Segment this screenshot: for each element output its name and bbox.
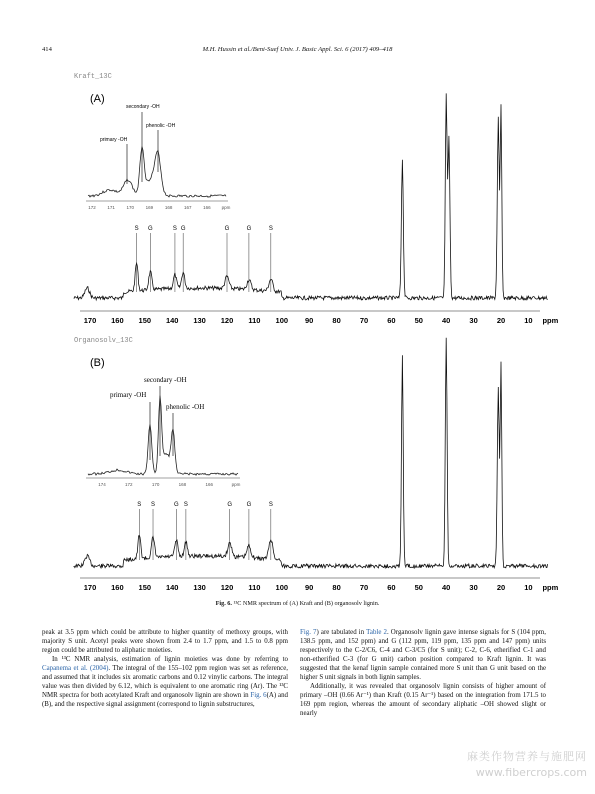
axis-tick-label: 160 [111,583,124,592]
panel-b-primary-oh-label: primary -OH [110,391,147,399]
left-paragraph-2 [42,655,288,709]
peak-label-g: G [246,226,252,232]
inset-tick-label: 167 [183,205,192,210]
peak-label-g: G [180,226,186,232]
inset-tick-label: 170 [126,205,135,210]
panel-a-primary-oh-label: primary -OH [100,137,128,143]
peak-label-s: S [268,226,273,232]
inset-tick-label: 169 [145,205,154,210]
axis-tick-label: 20 [496,583,506,592]
peak-label-s: S [134,226,139,232]
inset-tick-label: ppm [231,482,241,487]
peak-label-s: S [151,502,156,508]
right-p1-text-b: . Organosolv lignin gave intense signals for S (104 ppm, 138.5 ppm, and 152 ppm) and G (112 ppm, 119 ppm, 135 ppm and 147 ppm) units respectively to the C-2/C6, C-4 and C-3/C5 (for S unit); C-2, C-6, etherified C-1 and non-etherified C-3 (for G unit) carbon position compared to Kraft lignin. It was suggested that the kenaf lignin sample contained more S unit than G unit based on the higher S unit signals in both lignin samples. [300,629,546,682]
axis-tick-label: ppm [542,316,559,325]
left-p2-text-b: . The integral of the 155–102 ppm region was set as reference, and assumed that it includes six aromatic carbons and 0.12 vinylic carbons. The integral value was then divided by 6.12, which is equivalent to one aromatic ring (Ar). The ¹³C NMR spectra for both acetylated Kraft and organosolv lignin are shown in [42,665,288,700]
inset-tick-label: 172 [125,482,133,487]
peak-label-s: S [268,502,273,508]
peak-label-g: G [173,502,179,508]
panel-a-label: (A) [90,93,105,105]
axis-tick-label: 120 [220,316,234,325]
left-p2-text-c: (A) and (B), and the respective signal assignment (correspond to lignin substructures, [42,692,289,709]
inset-tick-label: 166 [203,205,211,210]
axis-tick-label: 160 [111,316,124,325]
inset-tick-label: 171 [107,205,115,210]
axis-tick-label: 90 [305,316,314,325]
axis-tick-label: 40 [442,316,451,325]
left-paragraph-1: peak at 3.5 ppm which could be attribute to higher quantity of methoxy groups, with majority S unit. Acetyl peaks were shown from 2.4 to 1.7 ppm, and 1.5 to 0.8 ppm region could be attributed to aliphatic moieties. [42,629,288,655]
panel-a-file-label: Kraft_13C [74,73,112,81]
watermark-url: www.fibercrops.com [475,766,587,779]
inset-tick-label: 166 [205,482,213,487]
axis-tick-label: 150 [138,316,152,325]
peak-label-g: G [147,226,153,232]
axis-tick-label: 50 [414,583,423,592]
axis-tick-label: 130 [193,316,206,325]
right-paragraph-1 [300,628,546,682]
peak-label-g: G [227,502,233,508]
panel-a-inset [86,104,231,210]
right-column [300,628,546,718]
axis-tick-label: 150 [138,583,152,592]
running-title: M.H. Hussin et al./Beni-Suef Univ. J. Basic Appl. Sci. 6 (2017) 409–418 [202,46,393,53]
axis-tick-label: 30 [469,316,478,325]
peak-label-s: S [137,502,142,508]
axis-tick-label: 10 [524,316,533,325]
page-number: 414 [42,46,52,53]
peak-label-s: S [183,502,188,508]
peak-label-g: G [224,226,230,232]
fig7-link[interactable]: Fig. 7 [300,629,317,636]
axis-tick-label: 140 [165,316,179,325]
panel-a-secondary-oh-label: secondary -OH [126,104,160,110]
axis-tick-label: 60 [387,316,396,325]
axis-tick-label: 140 [165,583,179,592]
peak-label-s: S [172,226,177,232]
left-p2-text-a: In ¹³C NMR analysis, estimation of lignin moieties was done by referring to [52,656,288,664]
axis-tick-label: 70 [359,583,369,592]
axis-tick-label: 90 [305,583,314,592]
nmr-figure [40,64,560,596]
axis-tick-label: 100 [275,583,289,592]
axis-tick-label: 80 [332,583,341,592]
figure-caption [0,600,595,607]
fig6-link[interactable]: Fig. 6 [250,692,267,700]
axis-tick-label: 40 [442,583,451,592]
caption-label: Fig. 6. [215,600,232,607]
axis-tick-label: ppm [542,583,559,592]
axis-tick-label: 30 [469,583,478,592]
caption-text: ¹³C NMR spectrum of (A) Kraft and (B) organosolv lignin. [231,600,380,607]
right-paragraph-2: Additionally, it was revealed that organosolv lignin consists of higher amount of primary –OH (0.66 Ar⁻¹) than Kraft (0.15 Ar⁻¹) based on the integration from 171.5 to 169 ppm region, whereas the amount of secondary aliphatic –OH showed slight or nearly [300,683,546,718]
axis-tick-label: 170 [83,583,97,592]
panel-b-inset [86,376,241,487]
inset-tick-label: ppm [221,205,231,210]
axis-tick-label: 100 [275,316,289,325]
right-p1-text-a: ) are tabulated in [316,629,367,636]
inset-tick-label: 168 [164,205,173,210]
watermark-chinese: 麻类作物营养与施肥网 [467,750,587,763]
panel-b-secondary-oh-label: secondary -OH [144,376,187,384]
capanema-reference-link[interactable]: Capanema et al. (2004) [42,665,109,673]
inset-tick-label: 170 [151,482,160,487]
axis-tick-label: 130 [193,583,206,592]
inset-tick-label: 172 [88,205,96,210]
axis-tick-label: 170 [83,316,97,325]
axis-tick-label: 70 [359,316,369,325]
panel-b-phenolic-oh-label: phenolic -OH [166,403,205,411]
axis-tick-label: 110 [248,583,261,592]
panel-a-phenolic-oh-label: phenolic -OH [146,123,176,129]
inset-tick-label: 168 [178,482,187,487]
axis-tick-label: 10 [524,583,533,592]
axis-tick-label: 80 [332,316,341,325]
panel-b-file-label: Organosolv_13C [74,337,133,345]
peak-label-g: G [246,502,252,508]
inset-tick-label: 174 [98,482,106,487]
axis-tick-label: 20 [496,316,506,325]
panel-b-label: (B) [90,357,105,369]
axis-tick-label: 50 [414,316,423,325]
axis-tick-label: 60 [387,583,396,592]
axis-tick-label: 110 [248,316,261,325]
axis-tick-label: 120 [220,583,234,592]
left-column [42,628,288,709]
table2-link[interactable]: Table 2 [366,629,387,636]
